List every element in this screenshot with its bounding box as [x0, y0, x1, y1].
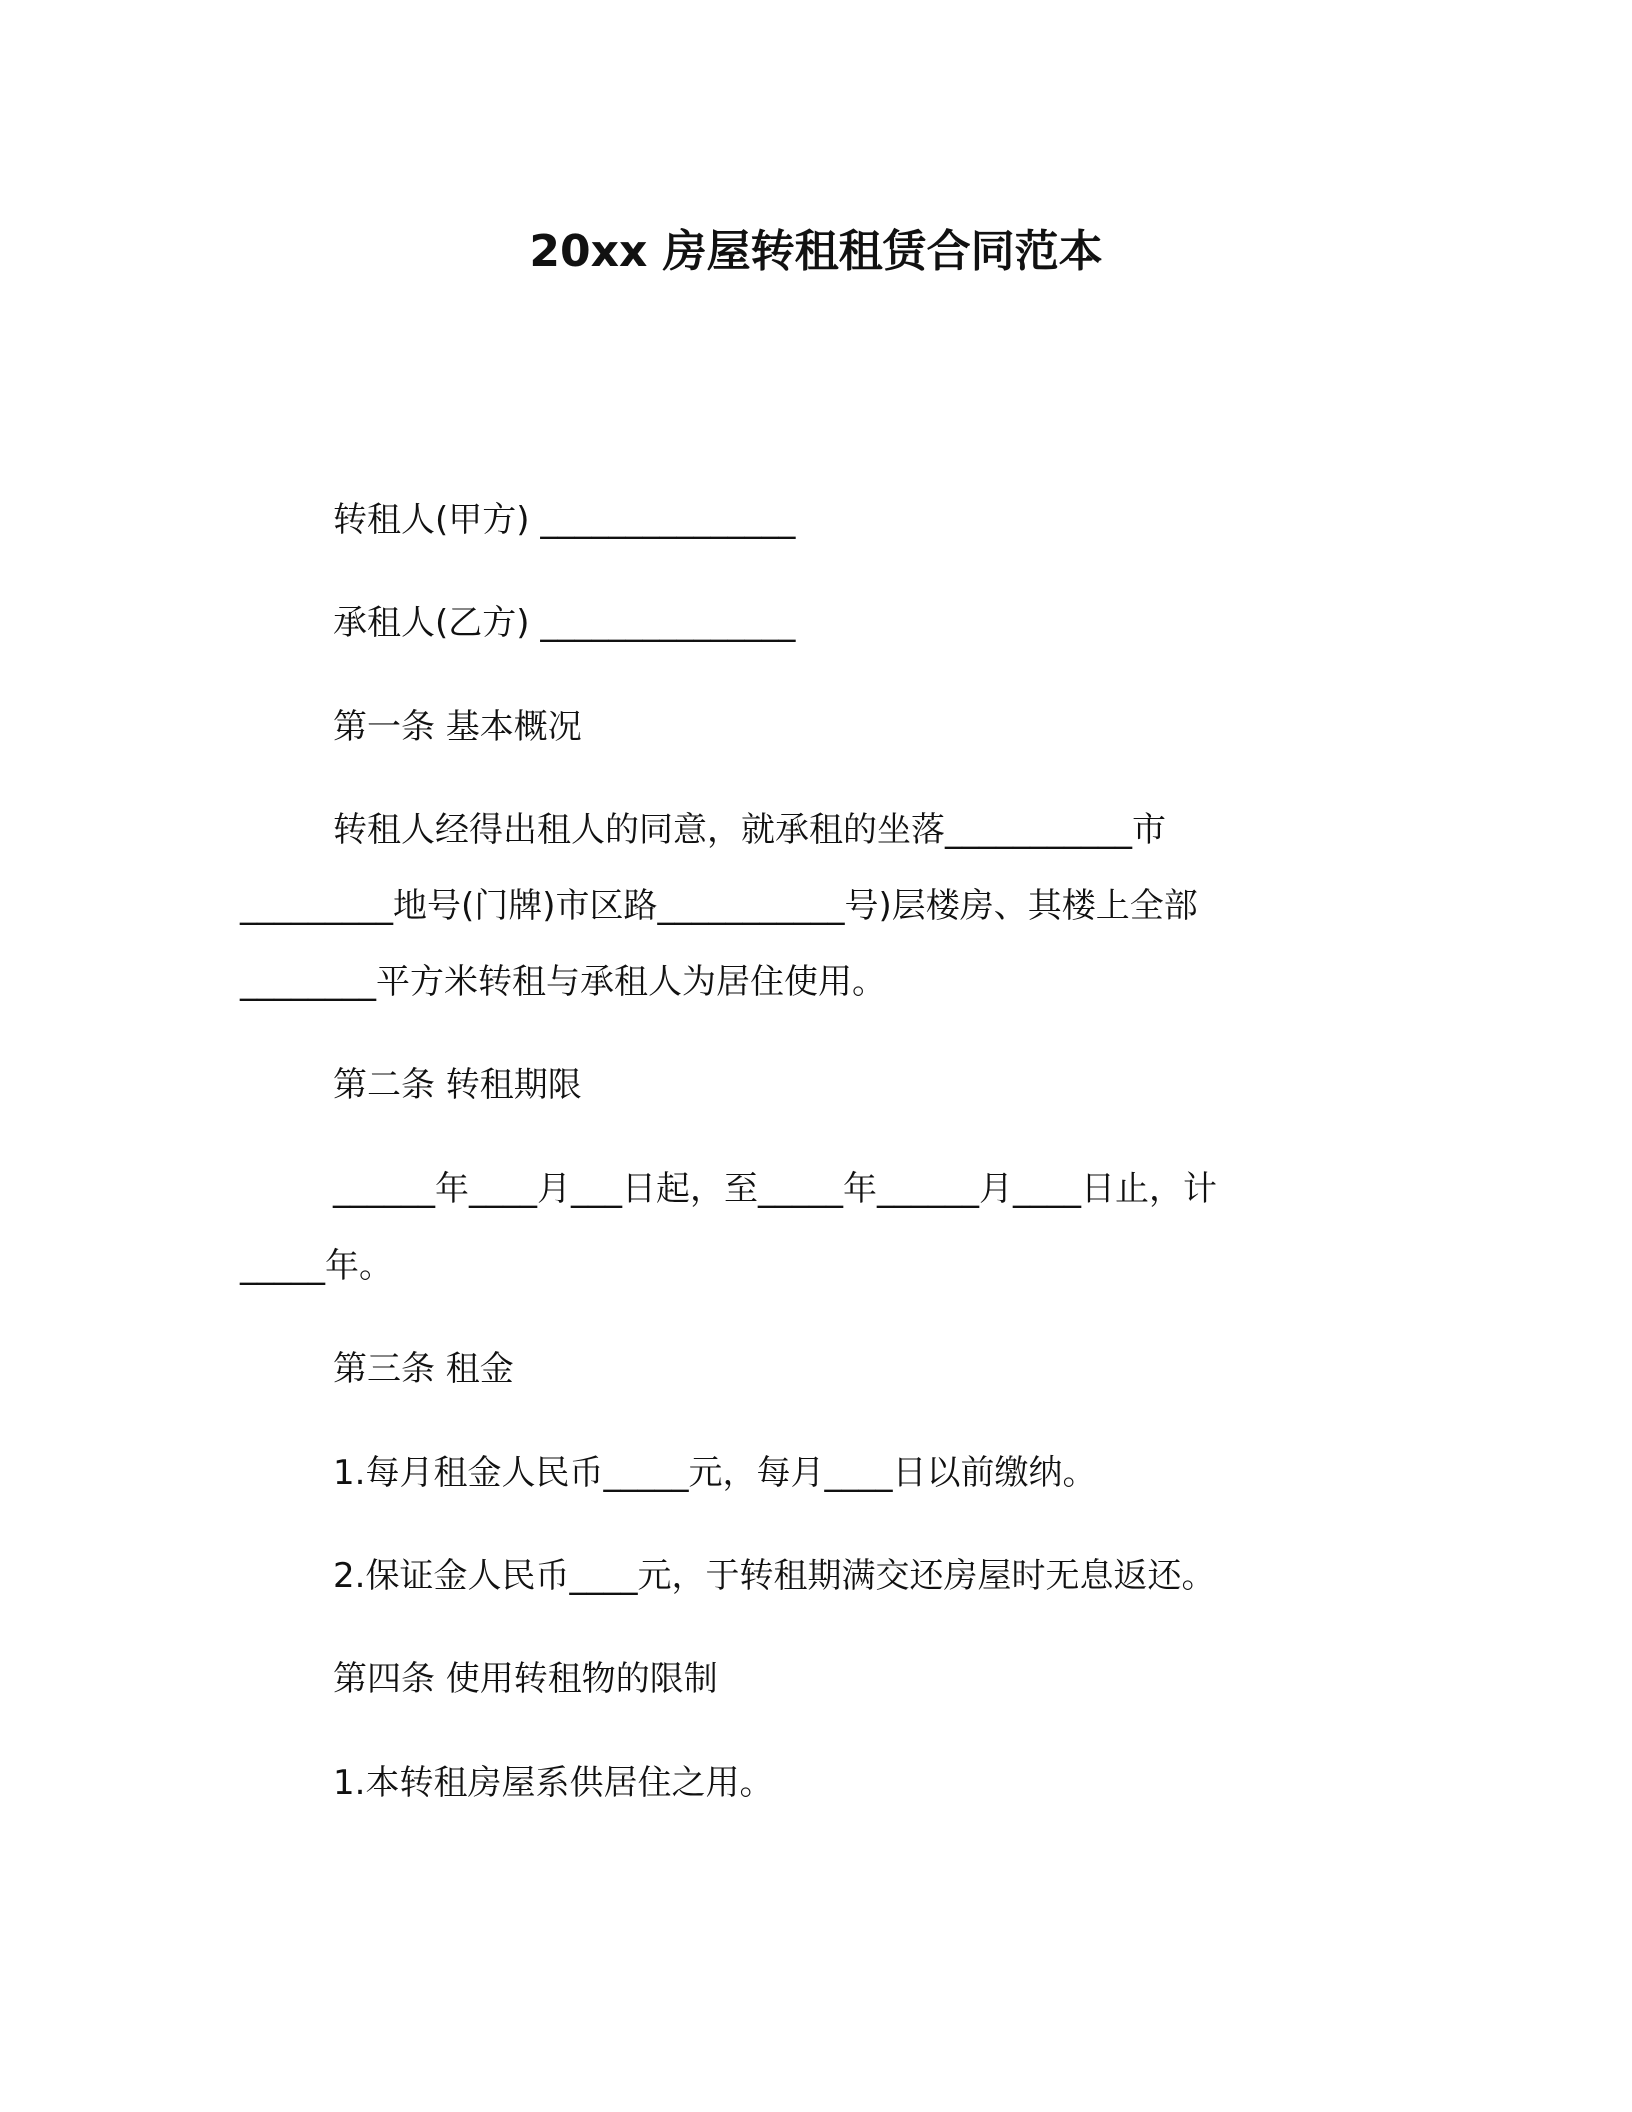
article-2-paragraph-line-2: _____年。: [240, 1246, 393, 1286]
article-1-paragraph-line-2: _________地号(门牌)市区路___________号)层楼房、其楼上全部: [240, 886, 1198, 926]
article-2-paragraph-line-1: ______年____月___日起，至_____年______月____日止，计: [333, 1169, 1217, 1209]
article-3-item-1: 1.每月租金人民币_____元，每月____日以前缴纳。: [333, 1453, 1097, 1493]
article-4-heading: 第四条 使用转租物的限制: [333, 1659, 718, 1699]
sublessee-line: 承租人(乙方) _______________: [333, 603, 796, 643]
article-1-heading: 第一条 基本概况: [333, 707, 582, 747]
article-1-paragraph-line-1: 转租人经得出租人的同意，就承租的坐落___________市: [333, 810, 1166, 850]
article-1-paragraph-line-3: ________平方米转租与承租人为居住使用。: [240, 962, 886, 1002]
article-3-heading: 第三条 租金: [333, 1349, 514, 1389]
article-2-heading: 第二条 转租期限: [333, 1065, 582, 1105]
sublessor-line: 转租人(甲方) _______________: [333, 500, 796, 540]
article-4-item-1: 1.本转租房屋系供居住之用。: [333, 1763, 774, 1803]
document-title: 20xx 房屋转租租赁合同范本: [529, 226, 1103, 277]
article-3-item-2: 2.保证金人民币____元，于转租期满交还房屋时无息返还。: [333, 1556, 1216, 1596]
